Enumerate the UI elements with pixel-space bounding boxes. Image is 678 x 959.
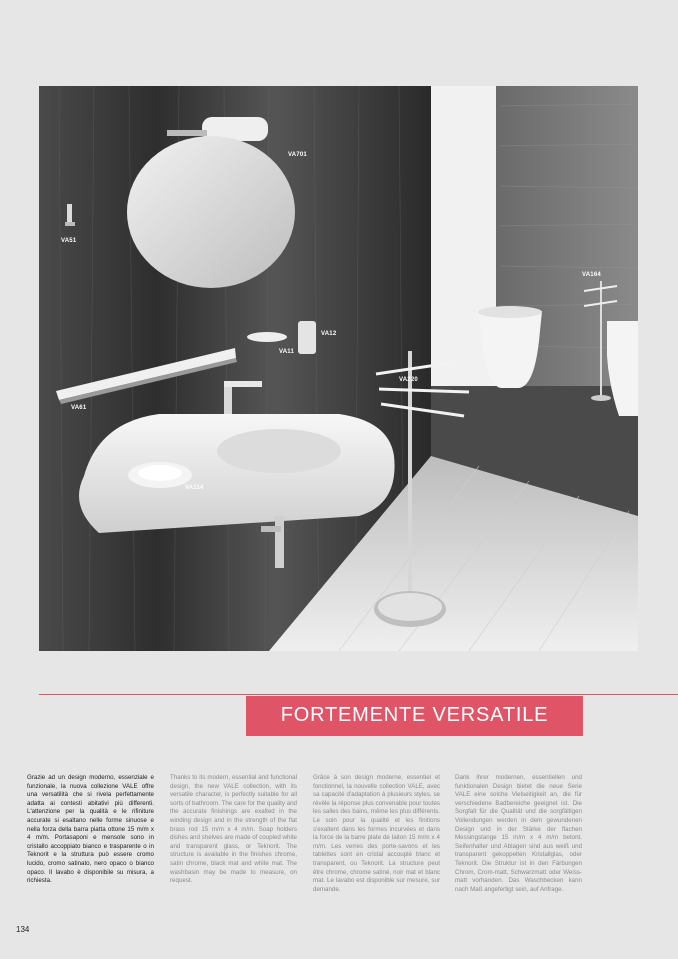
section-title-box [246, 696, 583, 736]
accent-divider [39, 694, 678, 695]
text-column-english: Thanks to its modern, essential and functional design, the new VALE collection, with its versatile character, is perfectly suitable for all sorts of bathroom. The care for the quality and the accurate finishings are exalted in the winding design and in the strength of the flat brass rod 15 m/m x 4 m/m. Soap holders dishes and shelves are made of coupled white and transparent glass, or Teknorit. The structure is available in the finishes chrome, satin chrome, black mat and white mat. The washbasin may be made to measure, on request. [170, 774, 297, 885]
code-va220: VA220 [399, 377, 418, 383]
text-column-german: Dank ihrer modernen, essentiellen und funktionalen Design bietet die neue Serie VALE eine solche Vielseitigkeit an, die für verschiedene Badbereiche geeignet ist. Die Sorgfalt für die Qualität und die sorgfältigen Vollendungen werden in dem gewundenen Design und in der Stärke der flachen Messingstange 15 m/m x 4 m/m betont. Seifenhalter und Ablagen sind aus weiß und transparent gekoppelten Kristallglas, oder Teknorit. Die Struktur ist in den Färbungen Chrom, Crom-matt, Schwarzmatt oder Weiss-matt vorhanden. Das Waschbecken kann nach Maß angefertigt sein, auf Anfrage. [455, 774, 582, 893]
code-va12: VA12 [321, 331, 337, 337]
code-va701: VA701 [288, 152, 307, 158]
text-column-italian: Grazie ad un design moderno, essenziale e funzionale, la nuova collezione VALE offre una versatilità che si rivela perfettamente adatta ai contesti abitativi più differenti. L'attenzione per la qualità e le rifiniture accurate si esaltano nelle forme sinuose e nella forza della barra piatta ottone 15 m/m x 4 m/m. Portasaponi e mensole sono in cristallo accoppiato bianco e trasparente o in Teknorit e la struttura può essere cromo lucido, cromo satinato, nero opaco o bianco opaco. Il lavabo è disponibile su misura, a richiesta. [27, 774, 154, 885]
code-va114: VA114 [185, 485, 204, 491]
page-number: 134 [16, 925, 30, 934]
code-va51: VA51 [61, 238, 77, 244]
bathroom-scene-image [39, 86, 638, 651]
text-column-french: Grâce à son design moderne, essentiel et fonctionnel, la nouvelle collection VALE, avec sa capacité d'adaptation à plusieurs styles, se révèle la réponse plus convenable pour toutes les salles des bains, même les plus différents. Le soin pour la qualité et les finitions s'exaltent dans les formes incurvées et dans la force de la barre plate de laiton 15 m/m x 4 m/m. Les verres des porte-savons et les tablettes sont en cristal accouplé blanc et transparent, ou Teknorit. La structure peut être chrome, chrome satiné, noir mat et blanc mat. Le lavabo est disponible sur mesure, sur demande. [313, 774, 440, 893]
code-va61: VA61 [71, 405, 87, 411]
product-photo [39, 86, 638, 651]
section-title: FORTEMENTE VERSATILE [280, 704, 549, 726]
code-va11: VA11 [279, 349, 295, 355]
code-va164: VA164 [582, 272, 601, 278]
